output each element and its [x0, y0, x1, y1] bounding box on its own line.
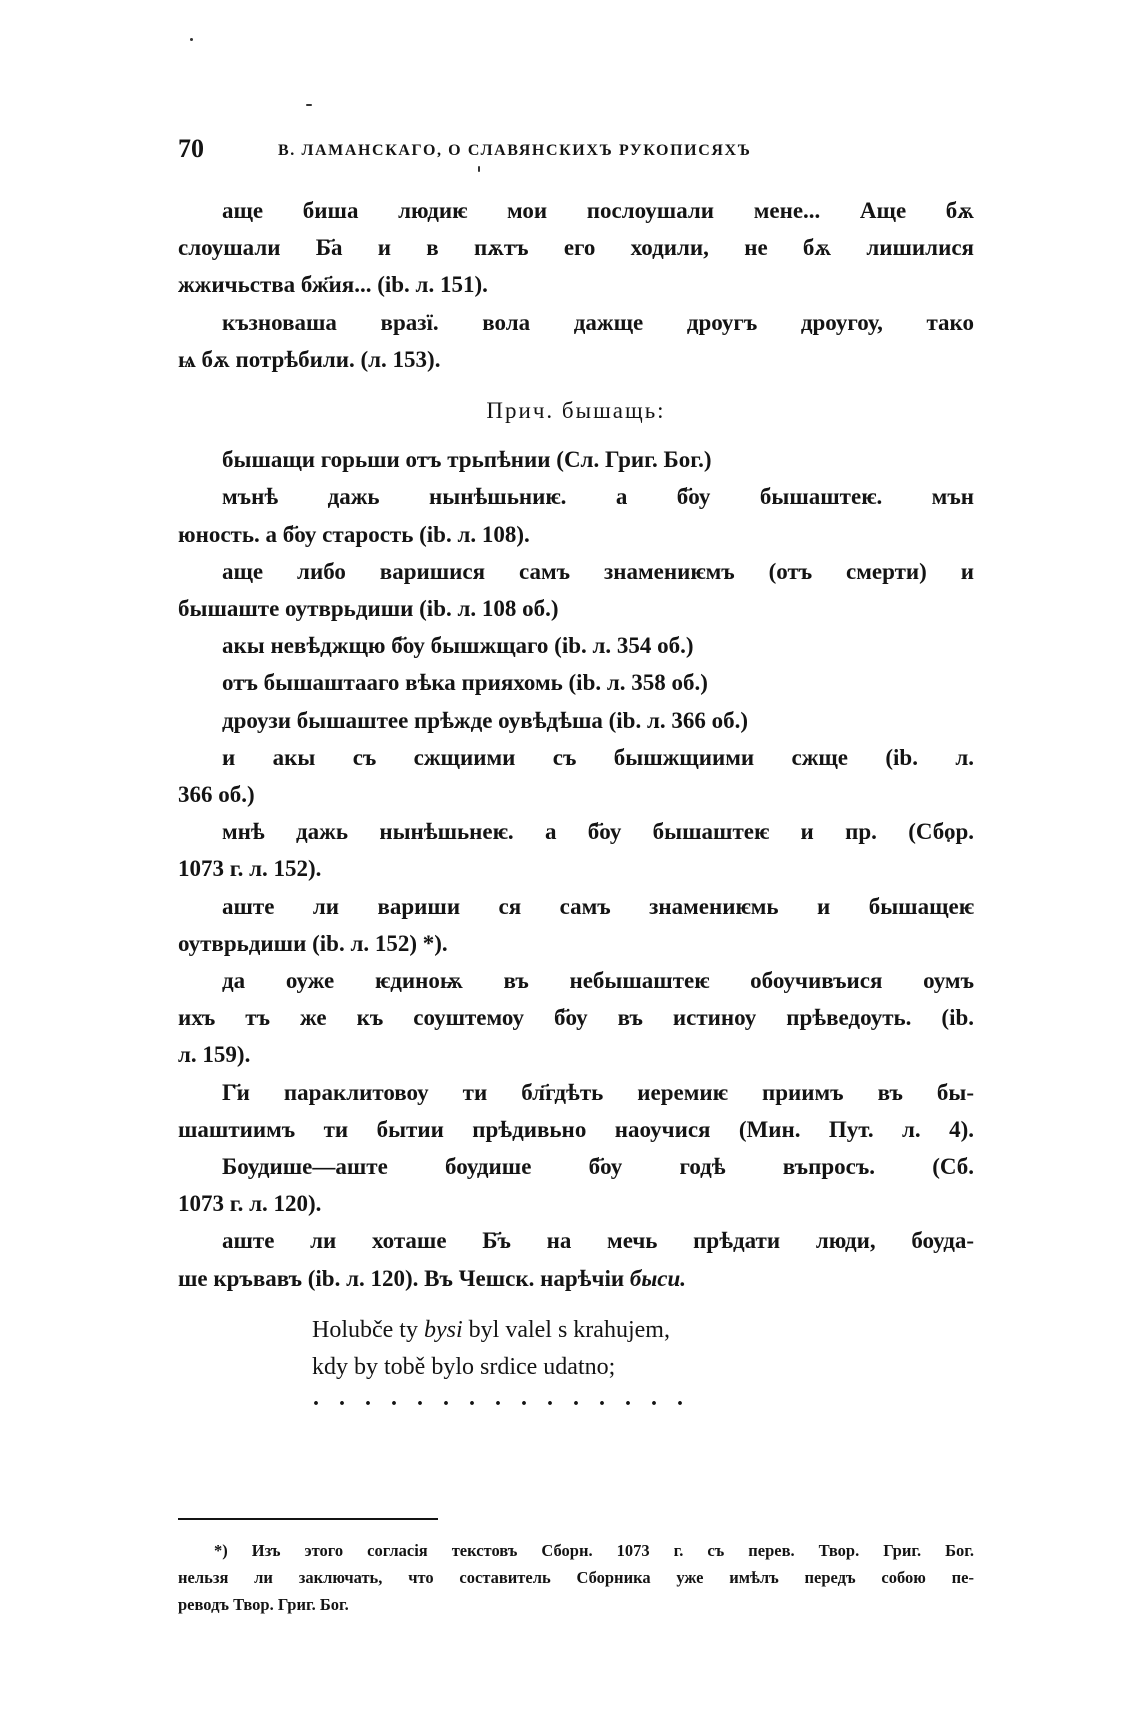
- poem-segment: Holubče ty: [312, 1317, 424, 1343]
- text-line: 1073 г. л. 152).: [178, 856, 322, 882]
- page-number: 70: [178, 134, 204, 163]
- footnote-line: *) Изъ этого согласiя текстовъ Сборн. 1073 г. съ перев. Твор. Григ. Бог.: [214, 1541, 974, 1560]
- text-line: оутврьдиши (ib. л. 152) *).: [178, 930, 448, 956]
- poem-line: [312, 1312, 690, 1349]
- text-line: слоушали Б҃а и в пѫтъ его ходили, не бѫ лишилися: [178, 235, 974, 261]
- italic-word: быси.: [629, 1265, 687, 1291]
- text-line: аще биша людиѥ мои послоушали мене... Аще бѫ: [222, 198, 974, 223]
- text-line: жжичьства бж҃ия... (ib. л. 151).: [178, 272, 488, 298]
- section-heading: Прич. бышащь:: [486, 398, 666, 424]
- text-line: аште ли хоташе Б҃ъ на мечь прѣдати люди, боуда-: [222, 1228, 974, 1254]
- poem-line: kdy by tobě bylo srdice udatno;: [312, 1354, 616, 1380]
- text-segment: ше кръвавъ (ib. л. 120). Въ Чешск. нарѣчiи: [178, 1265, 630, 1291]
- running-title: В. ЛАМАНСКАГО, О СЛАВЯНСКИХЪ РУКОПИСЯХЪ: [278, 142, 752, 159]
- footnote-line: нельзя ли заключать, что составитель Сборника уже имѣлъ передъ собою пе-: [178, 1568, 974, 1587]
- footnote-divider: [178, 1518, 438, 1520]
- scan-speck: [306, 104, 312, 106]
- text-line: шаштиимъ ти бытии прѣдивьно наоучися (Мин. Пут. л. 4).: [178, 1116, 974, 1142]
- italic-word: bysi: [423, 1317, 463, 1343]
- text-line: 366 об.): [178, 782, 255, 808]
- text-line: и акы съ сжщиими съ бышжщиими сжще (ib. л.: [222, 744, 974, 770]
- text-line: 1073 г. л. 120).: [178, 1191, 322, 1217]
- text-line: ѩ бѫ потрѣбили. (л. 153).: [178, 346, 441, 372]
- text-line: Г҃и параклитовоу ти бл҃гдѣть иеремиѥ приимъ въ бы-: [222, 1079, 974, 1105]
- text-line: акы невѣджщю б҃оу бышжщаго (ib. л. 354 об.): [222, 633, 694, 659]
- text-line: мънѣ дажь нынѣшьниѥ. а б҃оу бышаштеѥ. мън: [222, 484, 974, 510]
- footnote-line: реводъ Твор. Григ. Бог.: [178, 1595, 349, 1614]
- text-line: л. 159).: [178, 1042, 251, 1068]
- poem-segment: byl valel s krahujem,: [462, 1317, 670, 1343]
- main-text: [178, 192, 974, 1297]
- text-line: юность. а б҃оу старость (ib. л. 108).: [178, 521, 530, 547]
- text-line: ихъ тъ же къ соуштемоу б҃оу въ истиноу прѣведоуть. (ib.: [178, 1005, 974, 1031]
- text-line: бышаште оутврьдиши (ib. л. 108 об.): [178, 596, 559, 622]
- text-line: къзноваша вразї. вола дажще дроугъ дроугоу, тако: [222, 309, 974, 335]
- page-header: [178, 134, 978, 174]
- text-line: дроузи бышаштее прѣжде оувѣдѣша (ib. л. 366 об.): [222, 707, 749, 733]
- text-line: да оуже ѥдиноѭ въ небышаштеѥ обоучивъися оумъ: [222, 968, 974, 994]
- ellipsis-dots: · · · · · · · · · · · · · · ·: [312, 1391, 691, 1417]
- text-line: бышащи горьши отъ трьпѣнии (Сл. Григ. Бог.): [222, 447, 712, 473]
- text-line: аште ли вариши ся самъ знамениѥмь и бышащеѥ: [222, 893, 974, 919]
- text-line: Боудише—аште боудише б҃оу годѣ въпросъ. (Сб.: [222, 1154, 974, 1180]
- text-line: [178, 1260, 974, 1297]
- footnote: [178, 1537, 974, 1618]
- text-line: отъ бышаштааго вѣка прияхомь (ib. л. 358 об.): [222, 670, 708, 696]
- text-line: аще либо варишися самъ знамениѥмъ (отъ смерти) и: [222, 558, 974, 584]
- scan-speck: [190, 38, 193, 41]
- poem-quote: [312, 1312, 690, 1423]
- text-line: мнѣ дажь нынѣшьнеѥ. а б҃оу бышаштеѥ и пр. (Сбор.: [222, 819, 974, 845]
